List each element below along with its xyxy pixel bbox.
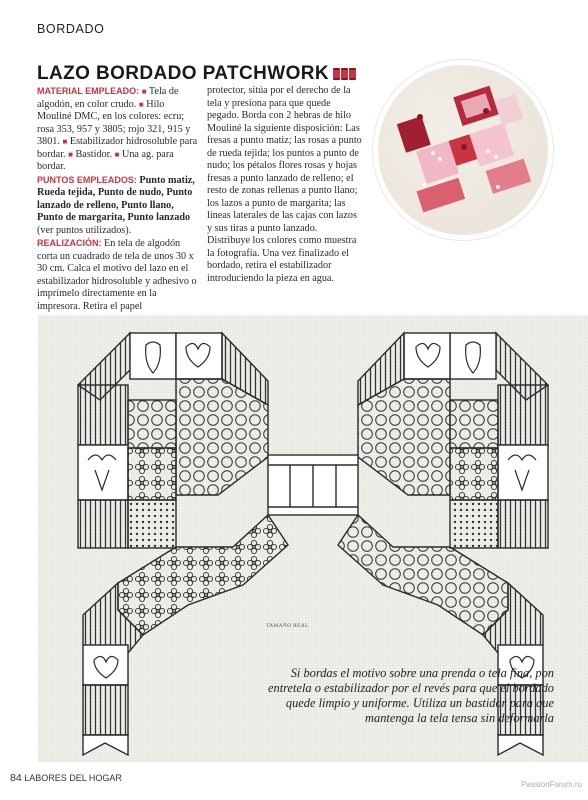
material-text-5: Una ag. para bordar. xyxy=(37,148,174,172)
bullet-icon: ■ xyxy=(138,99,144,109)
material-text-4: Bastidor. xyxy=(72,148,113,160)
pattern-size-label: TAMAÑO REAL xyxy=(266,623,309,629)
bullet-icon: ■ xyxy=(114,149,120,159)
material-label: MATERIAL EMPLEADO: xyxy=(37,86,140,96)
bullet-icon: ■ xyxy=(68,149,73,159)
section-label: BORDADO xyxy=(37,22,105,36)
material-text-1: Tela de algodón, en color crudo. xyxy=(37,86,179,110)
realizacion-paragraph xyxy=(37,237,198,313)
bullet-icon: ■ xyxy=(141,87,147,96)
realizacion-label: REALIZACIÓN: xyxy=(37,238,102,248)
puntos-text: Punto matiz, Rueda tejida, Punto de nudo, Punto lanzado de relleno, Punto llano, Punto de margarita, Punto lanzado xyxy=(37,174,195,223)
embroidery-photo-image xyxy=(378,65,548,235)
thread-spools-icon xyxy=(333,68,356,80)
realizacion-text: En tela de algodón corta un cuadrado de tela de unos 30 x 30 cm. Calca el motivo del lazo en el estabilizador hidrosoluble y adhesivo o imprímelo directamente en la impresora. Retira el papel xyxy=(37,238,197,312)
embroidery-photo xyxy=(373,60,553,240)
embroidery-tip: Si bordas el motivo sobre una prenda o tela fina, pon entretela o estabilizador por el revés para que el bordado quede limpio y uniforme. Utiliza un bastidor para que mantenga la tela tensa sin deformarla xyxy=(268,666,554,725)
puntos-note: (ver puntos utilizados). xyxy=(37,224,132,236)
instructions-column-right xyxy=(207,85,362,285)
puntos-paragraph xyxy=(37,174,198,238)
material-text-2: Hilo Mouliné DMC, en los colores: ecru; rosa 353, 957 y 3805; rojo 321, 915 y 3801. xyxy=(37,98,191,147)
material-text-3: Estabilizador hidrosoluble para bordar. xyxy=(37,136,198,160)
title-row xyxy=(37,63,356,85)
instructions-continued: protector, sitúa por el derecho de la tela y presiona para que quede pegado. Borda con 2 hebras de hilo Mouliné la siguiente disposición: Las fresas a punto matiz; las rosas a punto de rueda tejida; los puntos a punto de nudo; los pétalos flores rosas y hojas fresas a punto lanzado de relleno; el resto de zonas rellenas a punto llano; los lazos a punto de margarita; las líneas laterales de las cajas con lazos y sus tiras a punto lanzado. Distribuye los colores como muestra la fotografía. Una vez finalizado el bordado, retira el estabilizador introduciendo la pieza en agua. xyxy=(207,85,362,284)
page-number: 84 xyxy=(10,772,22,784)
instructions-column-left xyxy=(37,85,198,313)
page-footer xyxy=(10,772,122,784)
watermark: PassionForum.ru xyxy=(521,780,582,789)
magazine-name: LABORES DEL HOGAR xyxy=(24,773,122,783)
puntos-label: PUNTOS EMPLEADOS: xyxy=(37,174,137,185)
material-paragraph xyxy=(37,85,198,174)
page-title: LAZO BORDADO PATCHWORK xyxy=(37,63,330,84)
bullet-icon: ■ xyxy=(62,137,68,146)
